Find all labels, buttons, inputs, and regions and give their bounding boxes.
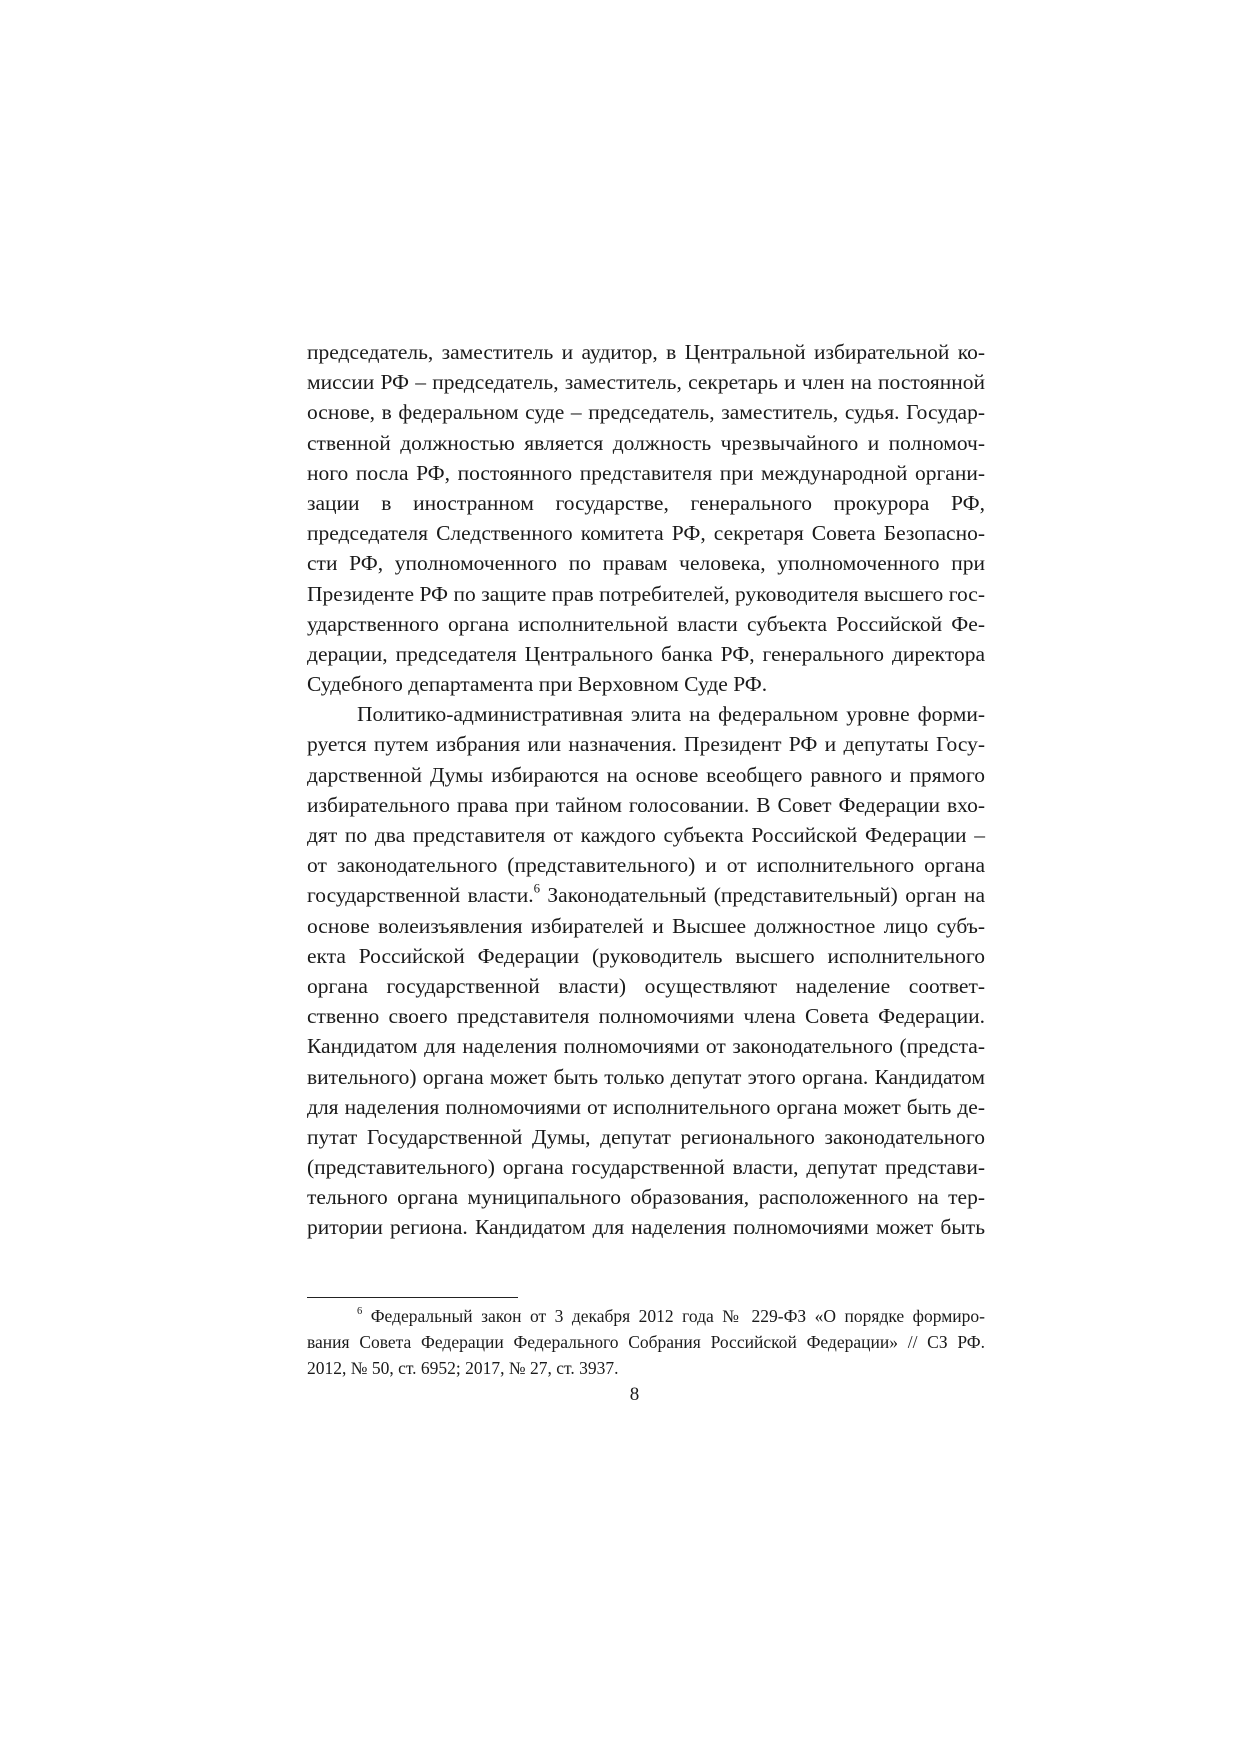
text-line: зации в иностранном государстве, генерального прокурора РФ, [307,490,985,515]
paragraph-2 [307,699,985,1242]
text-line: ритории региона. Кандидатом для наделения полномочиями может быть [307,1215,985,1240]
page-number: 8 [629,1384,640,1405]
text-line: Президенте РФ по защите прав потребителей, руководителя высшего гос- [307,581,985,606]
text-line: ного посла РФ, постоянного представителя при международной органи- [307,460,985,485]
text-line: органа государственной власти) осуществляют наделение соответ- [307,973,985,998]
text-line: ударственного органа исполнительной власти субъекта Российской Фе- [307,611,985,636]
text-line: екта Российской Федерации (руководитель высшего исполнительного [307,943,985,968]
footnote-text: Федеральный закон от 3 декабря 2012 года № 229-ФЗ «О порядке формиро- [362,1306,985,1326]
text-line: тельного органа муниципального образования, расположенного на тер- [307,1185,985,1210]
text-line: дарственной Думы избираются на основе всеобщего равного и прямого [307,762,985,787]
text-line: (представительного) органа государственной власти, депутат представи- [307,1155,985,1180]
text-line: дят по два представителя от каждого субъекта Российской Федерации – [307,823,985,847]
text-line: основе, в федеральном суде – председатель, заместитель, судья. Государ- [307,400,985,425]
footnote-line: 2012, № 50, ст. 6952; 2017, № 27, ст. 3937. [307,1358,619,1378]
text-line: Судебного департамента при Верховном Суде РФ. [307,672,768,697]
text-line: сти РФ, уполномоченного по правам человека, уполномоченного при [307,551,985,576]
text-line: руется путем избрания или назначения. Президент РФ и депутаты Госу- [307,732,985,757]
text-line: вительного) органа может быть только депутат этого органа. Кандидатом [307,1064,985,1089]
text-line: Политико-административная элита на федеральном уровне форми- [357,702,985,727]
text-line: дерации, председателя Центрального банка РФ, генерального директора [307,641,985,666]
text-line: миссии РФ – председатель, заместитель, секретарь и член на постоянной [307,370,985,395]
footnote-line [307,1303,985,1329]
text-fragment: государственной власти. [307,883,534,908]
text-line: путат Государственной Думы, депутат регионального законодательного [307,1124,985,1149]
text-fragment: Законодательный (представительный) орган на [540,883,985,908]
text-line: ственно своего представителя полномочиями члена Совета Федерации. [307,1004,985,1029]
text-line-with-footnote-ref [307,880,985,910]
footnote-marker: 6 [357,1306,363,1318]
text-line: от законодательного (представительного) и от исполнительного органа [307,853,985,878]
text-line: председатель, заместитель и аудитор, в Центральной избирательной ко- [307,340,985,364]
footnote-reference[interactable]: 6 [533,881,541,896]
footnote-line: вания Совета Федерации Федерального Собрания Российской Федерации» // СЗ РФ. [307,1332,985,1352]
footnote [307,1303,985,1381]
main-text [307,337,985,1243]
text-line: для наделения полномочиями от исполнительного органа может быть де- [307,1094,985,1119]
paragraph-1 [307,337,985,699]
footnote-divider [307,1297,518,1298]
text-line: избирательного права при тайном голосовании. В Совет Федерации вхо- [307,792,985,817]
text-line: председателя Следственного комитета РФ, секретаря Совета Безопасно- [307,521,985,546]
text-line: Кандидатом для наделения полномочиями от законодательного (предста- [307,1034,985,1059]
text-line: основе волеизъявления избирателей и Высшее должностное лицо субъ- [307,913,985,938]
text-line: ственной должностью является должность чрезвычайного и полномоч- [307,430,985,455]
